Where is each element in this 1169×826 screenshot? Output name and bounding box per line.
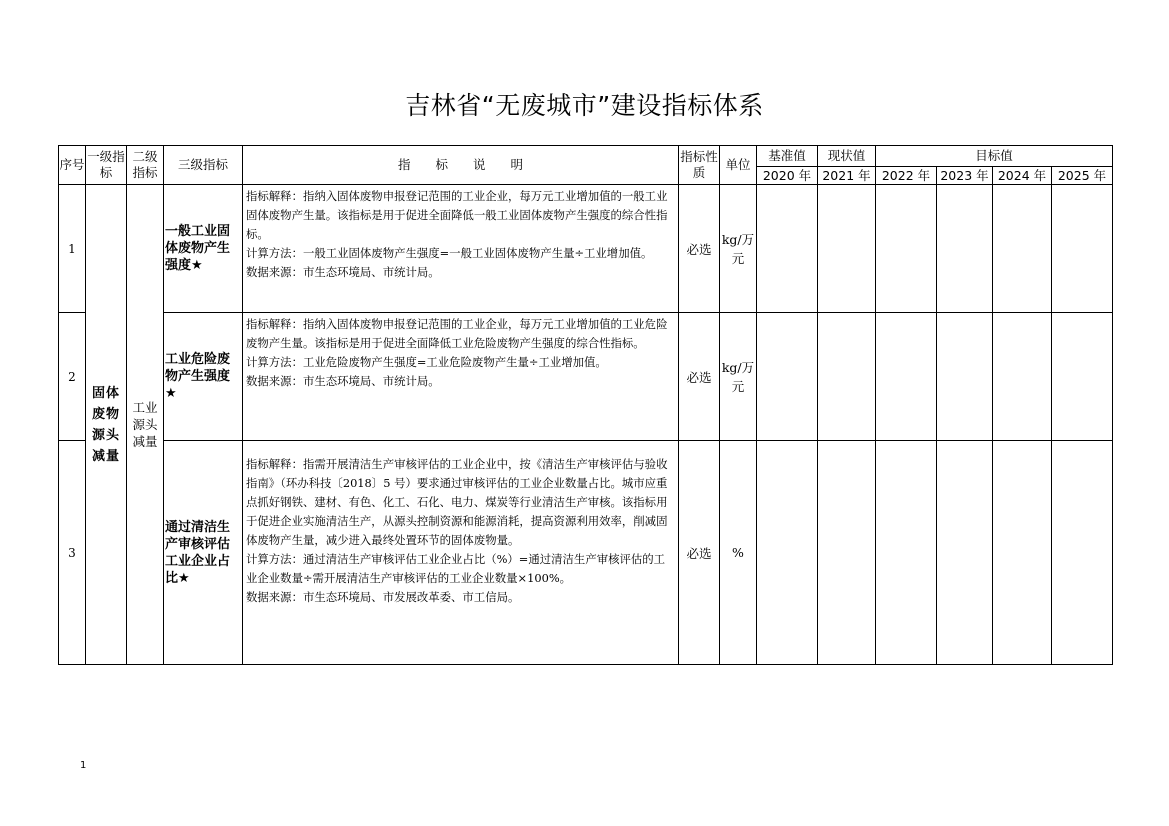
description-cell (243, 441, 679, 665)
desc-method: 计算方法：一般工业固体废物产生强度=一般工业固体废物产生量÷工业增加值。 (246, 246, 653, 260)
header-year: 2022 年 (876, 167, 937, 185)
value-cell (818, 441, 876, 665)
value-cell (876, 441, 937, 665)
page-title: 吉林省“无废城市”建设指标体系 (405, 91, 764, 120)
desc-source: 数据来源：市生态环境局、市统计局。 (246, 374, 440, 388)
value-cell (1052, 313, 1113, 441)
table-row (59, 441, 1113, 665)
value-cell (818, 185, 876, 313)
header-level1: 一级指标 (86, 146, 127, 185)
nature-cell: 必选 (679, 313, 720, 441)
header-target: 目标值 (876, 146, 1113, 167)
row-seq: 1 (59, 185, 86, 313)
header-current: 现状值 (818, 146, 876, 167)
header-row (59, 146, 1113, 167)
value-cell (937, 185, 993, 313)
value-cell (937, 441, 993, 665)
desc-source: 数据来源：市生态环境局、市统计局。 (246, 265, 440, 279)
level3-name: 一般工业固体废物产生强度★ (164, 185, 243, 313)
header-level3: 三级指标 (164, 146, 243, 185)
level3-name: 通过清洁生产审核评估工业企业占比★ (164, 441, 243, 665)
header-year: 2023 年 (937, 167, 993, 185)
row-seq: 3 (59, 441, 86, 665)
header-level2: 二级指标 (127, 146, 164, 185)
page-number: 1 (80, 760, 87, 771)
header-seq: 序号 (59, 146, 86, 185)
desc-explanation: 指标解释：指需开展清洁生产审核评估的工业企业中，按《清洁生产审核评估与验收指南》（环办科技〔2018〕5 号）要求通过审核评估的工业企业数量占比。城市应重点抓好钢铁、建材、有色、化工、石化、电力、煤炭等行业清洁生产审核。该指标用于促进企业实施清洁生产，从源头控制资源和能源消耗，提高资源利用效率，削减固体废物产生量，减少进入最终处置环节的固体废物量。 (246, 457, 668, 547)
nature-cell: 必选 (679, 441, 720, 665)
header-year: 2025 年 (1052, 167, 1113, 185)
header-nature: 指标性质 (679, 146, 720, 185)
header-description: 指 标 说 明 (243, 146, 679, 185)
value-cell (818, 313, 876, 441)
value-cell (757, 313, 818, 441)
level1-cell: 固体废物源头减量 (86, 185, 127, 665)
unit-cell: kg/万元 (720, 313, 757, 441)
header-year: 2021 年 (818, 167, 876, 185)
header-year: 2020 年 (757, 167, 818, 185)
desc-method: 计算方法：工业危险废物产生强度=工业危险废物产生量÷工业增加值。 (246, 355, 607, 369)
nature-cell: 必选 (679, 185, 720, 313)
description-cell (243, 313, 679, 441)
desc-source: 数据来源：市生态环境局、市发展改革委、市工信局。 (246, 590, 520, 604)
value-cell (993, 313, 1052, 441)
value-cell (876, 313, 937, 441)
value-cell (1052, 441, 1113, 665)
value-cell (993, 185, 1052, 313)
desc-method: 计算方法：通过清洁生产审核评估工业企业占比（%）=通过清洁生产审核评估的工业企业数量÷需开展清洁生产审核评估的工业企业数量×100%。 (246, 552, 666, 585)
header-year: 2024 年 (993, 167, 1052, 185)
header-baseline: 基准值 (757, 146, 818, 167)
table-row (59, 313, 1113, 441)
description-cell (243, 185, 679, 313)
unit-cell: % (720, 441, 757, 665)
value-cell (1052, 185, 1113, 313)
desc-explanation: 指标解释：指纳入固体废物申报登记范围的工业企业，每万元工业增加值的工业危险废物产生量。该指标是用于促进全面降低工业危险废物产生强度的综合性指标。 (246, 317, 668, 350)
unit-cell: kg/万元 (720, 185, 757, 313)
table-row (59, 185, 1113, 313)
level3-name: 工业危险废物产生强度★ (164, 313, 243, 441)
value-cell (993, 441, 1052, 665)
row-seq: 2 (59, 313, 86, 441)
value-cell (757, 185, 818, 313)
level2-cell: 工业源头减量 (127, 185, 164, 665)
header-unit: 单位 (720, 146, 757, 185)
indicator-table (58, 145, 1113, 665)
desc-explanation: 指标解释：指纳入固体废物申报登记范围的工业企业，每万元工业增加值的一般工业固体废物产生量。该指标是用于促进全面降低一般工业固体废物产生强度的综合性指标。 (246, 189, 668, 241)
value-cell (757, 441, 818, 665)
value-cell (937, 313, 993, 441)
value-cell (876, 185, 937, 313)
